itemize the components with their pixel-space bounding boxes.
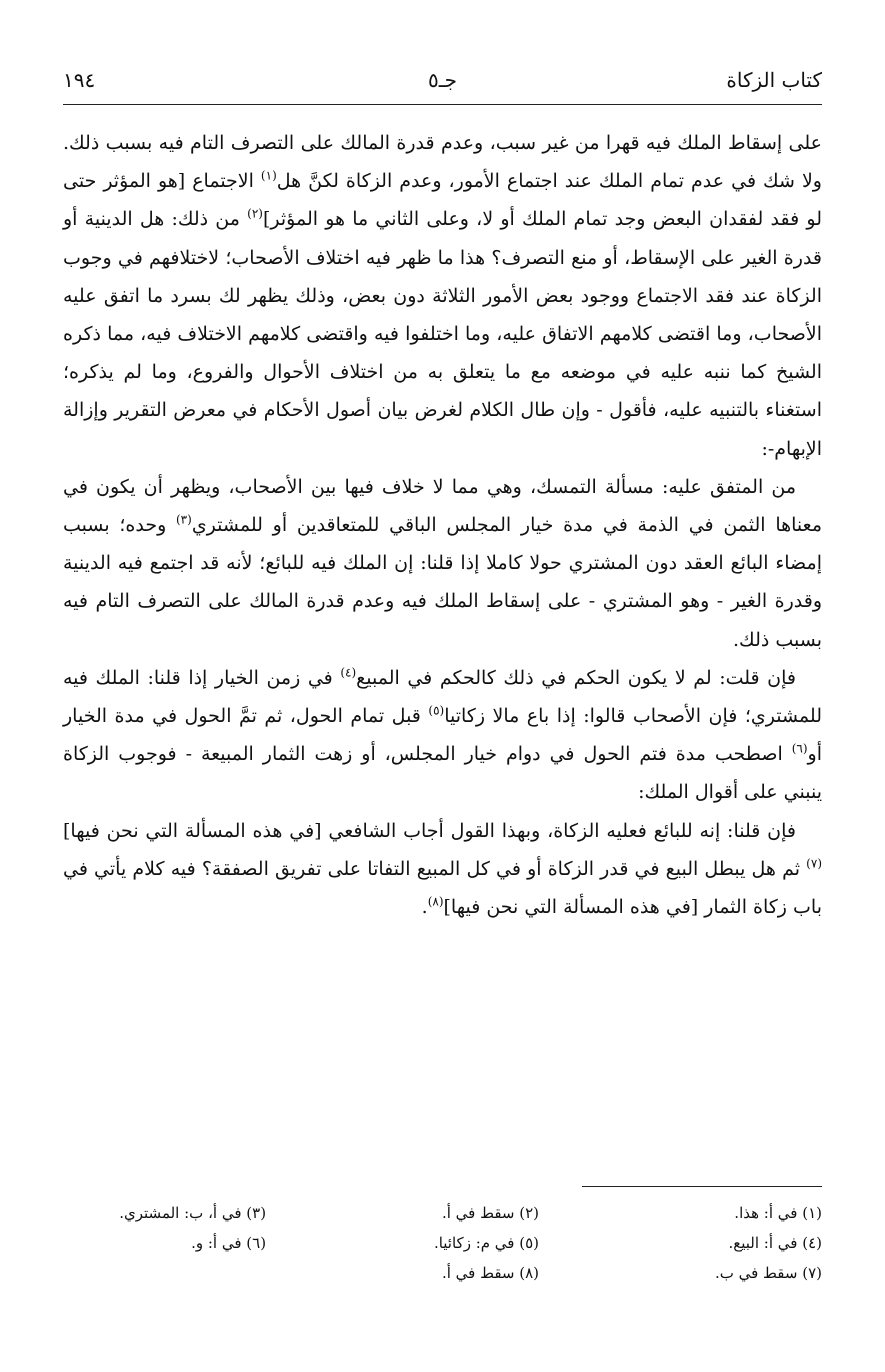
footnote-ref: (٨) <box>427 894 444 909</box>
text-run: من ذلك: هل الدينية أو قدرة الغير على الإسقاط، أو منع التصرف؟ هذا ما ظهر فيه اختلاف الأصحاب؛ لاختلافهم في وجوب الزكاة عند فقد الاجتماع ووجود بعض الأمور الثلاثة دون بعض، وذلك يظهر لك بسرد ما اتفق عليه الأصحاب، وما اقتضى كلامهم الاتفاق عليه، وما اختلفوا فيه واقتضى كلامهم الاختلاف فيه، مما ذكره الشيخ كما ننبه عليه في موضعه مع ما يتعلق به من اختلاف الأحوال والفروع، وما لم يذكره؛ استغناء بالتنبيه عليه، فأقول - وإن طال الكلام لغرض بيان أصول الأحكام في معرض التقرير وإزالة الإبهام-: <box>63 208 822 460</box>
text-run: فإن قلنا: إنه للبائع فعليه الزكاة، وبهذا القول أجاب الشافعي [في هذه المسألة التي نحن فيها] <box>63 819 796 842</box>
footnote: (٥) في م: زكائيا. <box>433 1234 540 1252</box>
text-run: وحده؛ بسبب إمضاء البائع العقد دون المشتري حولا كاملا إذا قلنا: إن الملك فيه للبائع؛ لأنه قد اجتمع فيه الدينية وقدرة الغير - وهو المشتري - على إسقاط الملك فيه وعدم قدرة المالك على التصرف التام فيه بسبب ذلك. <box>63 514 822 651</box>
text-run: على إسقاط الملك فيه قهرا من غير سبب، وعدم قدرة المالك على التصرف التام فيه بسبب ذلك. ولا شك في عدم تمام الملك عند اجتماع الأمور، وعدم الزكاة لكنَّ هل <box>63 132 822 193</box>
text-run: ثم هل يبطل البيع في قدر الزكاة أو في كل المبيع التفاتا على تفريق الصفقة؟ فيه كلام يأتي في باب زكاة الثمار [في هذه المسألة التي نحن فيها] <box>63 857 822 919</box>
footnote-row <box>63 1258 822 1288</box>
footnote-ref: (٢) <box>247 207 263 222</box>
footnote: (٦) في أ: و. <box>191 1234 267 1252</box>
footnote: (٤) في أ: البيع. <box>728 1234 822 1252</box>
text-run: الاجتماع [هو المؤثر حتى لو فقد لفقدان البعض وجد تمام الملك أو لا، وعلى الثاني ما هو المؤثر] <box>63 170 822 231</box>
footnote-row <box>63 1198 822 1228</box>
footnote: (٧) سقط في ب. <box>714 1264 822 1282</box>
text-run: قبل تمام الحول، ثم تمَّ الحول في مدة الخيار أو <box>63 705 822 766</box>
footnote-ref: (٣) <box>175 512 192 527</box>
footnote-ref: (١) <box>260 168 277 183</box>
header-divider <box>63 104 822 105</box>
footnote: (٢) سقط في أ. <box>441 1204 540 1222</box>
footnote-divider <box>582 1186 822 1187</box>
running-header <box>63 68 822 102</box>
footnote-ref: (٦) <box>791 741 808 756</box>
footnote-ref: (٤) <box>340 665 357 680</box>
text-run: من المتفق عليه: مسألة التمسك، وهي مما لا خلاف فيها بين الأصحاب، ويظهر أن يكون في معناها الثمن في الذمة في مدة خيار المجلس الباقي للمتعاقدين أو للمشتري <box>63 475 822 537</box>
footnote: (٨) سقط في أ. <box>441 1264 540 1282</box>
footnote <box>63 1258 316 1288</box>
footnotes <box>63 1198 822 1288</box>
paragraph-3 <box>63 659 822 812</box>
footnote: (١) في أ: هذا. <box>734 1204 822 1222</box>
paragraph-1 <box>63 124 822 468</box>
text-run: اصطحب مدة فتم الحول في دوام خيار المجلس، أو زهت الثمار المبيعة - فوجوب الزكاة ينبني على أقوال الملك: <box>63 743 822 804</box>
text-run: في زمن الخيار إذا قلنا: الملك فيه للمشتري؛ فإن الأصحاب قالوا: إذا باع مالا زكاتيا <box>63 666 822 728</box>
text-run: فإن قلت: لم لا يكون الحكم في ذلك كالحكم في المبيع <box>356 666 797 689</box>
footnote-ref: (٥) <box>428 703 445 718</box>
chapter-title: كتاب الزكاة <box>726 68 822 92</box>
footnote-ref: (٧) <box>806 856 822 871</box>
page-number: ١٩٤ <box>63 68 96 92</box>
paragraph-2 <box>63 468 822 659</box>
main-text <box>63 124 822 926</box>
volume-label: جـ٥ <box>428 68 457 92</box>
paragraph-4 <box>63 812 822 927</box>
footnote-row <box>63 1228 822 1258</box>
text-run: . <box>421 896 428 919</box>
footnote: (٣) في أ، ب: المشتري. <box>119 1204 267 1222</box>
